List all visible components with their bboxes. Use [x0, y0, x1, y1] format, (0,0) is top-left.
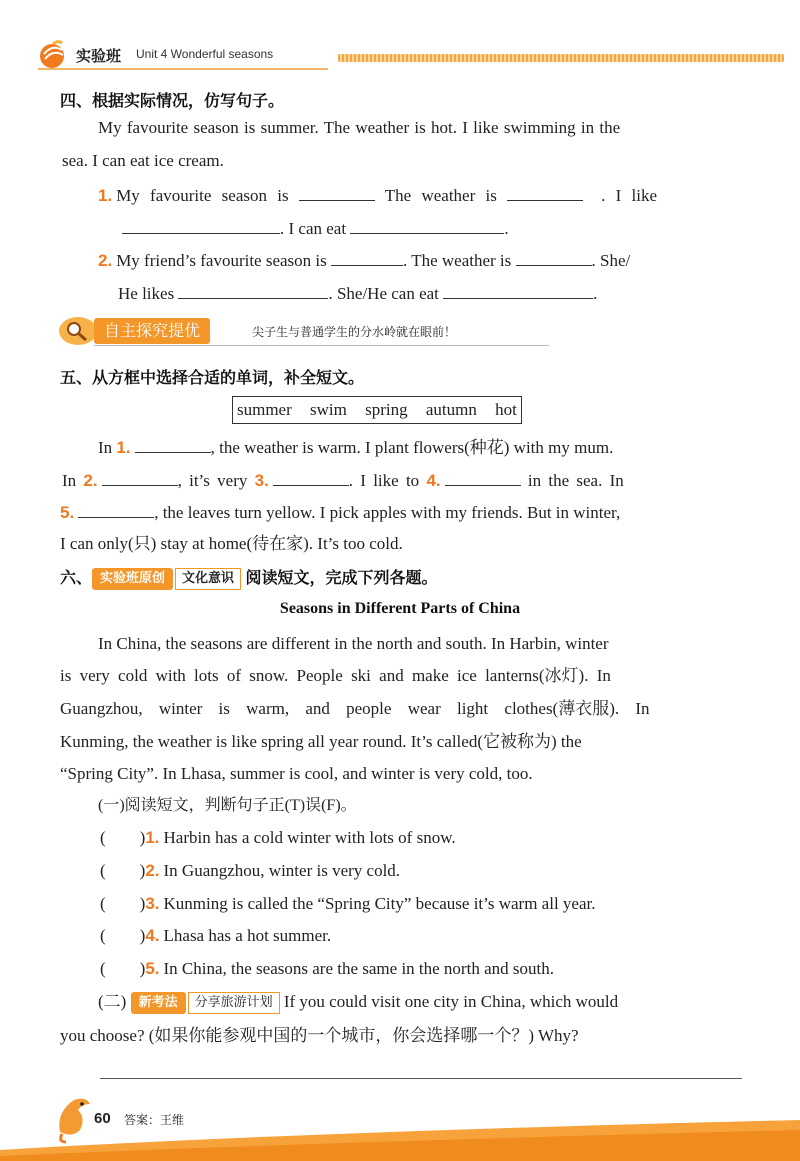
- item-number: 1.: [116, 438, 131, 457]
- answer-blank-5-1[interactable]: [135, 434, 211, 453]
- tf-text: Kunming is called the “Spring City” because it’s warm all year.: [163, 894, 596, 913]
- section4-example-line1: My favourite season is summer. The weather is hot. I like swimming in the: [98, 118, 621, 137]
- page-number: 60: [94, 1110, 111, 1127]
- section4-item2-line1: [98, 247, 630, 273]
- answer-tag: 答案：王维: [124, 1113, 185, 1127]
- section4-item2-line2: [118, 280, 597, 306]
- tf-item: [100, 826, 456, 850]
- item2-text-f: .: [593, 284, 598, 303]
- tf-bracket[interactable]: ( ): [100, 894, 146, 913]
- item-number: 3.: [145, 894, 160, 913]
- answer-blank-1c[interactable]: [122, 215, 280, 234]
- para-text: . I like to: [348, 471, 420, 490]
- tf-item: [100, 859, 400, 883]
- section5-para-line1: [98, 434, 613, 460]
- item1-text-e: .: [504, 219, 509, 238]
- item2-text-d: He likes: [118, 284, 175, 303]
- answer-blank-5-2[interactable]: [102, 467, 178, 486]
- item1-text-c: . I like: [601, 186, 658, 205]
- section6-title: 阅读短文，完成下列各题。: [245, 570, 438, 587]
- answer-blank-1a[interactable]: [299, 182, 375, 201]
- item2-text-c: . She/: [591, 251, 631, 270]
- article-line: Kunming, the weather is like spring all year round. It’s called(它被称为) the: [60, 732, 582, 751]
- brand-name: 实验班: [76, 48, 122, 65]
- item2-text-b: . The weather is: [403, 251, 512, 270]
- answer-blank-2b[interactable]: [516, 247, 592, 266]
- para-text: In: [98, 438, 113, 457]
- article-line: “Spring City”. In Lhasa, summer is cool, and winter is very cold, too.: [60, 764, 533, 783]
- banner-note: 尖子生与普通学生的分水岭就在眼前！: [252, 325, 457, 339]
- item-number: 5.: [60, 503, 75, 522]
- section6-heading: [60, 565, 438, 590]
- dolphin-mascot-icon: [52, 1094, 96, 1144]
- banner-label: 自主探究提优: [94, 318, 210, 344]
- header-underline: [38, 68, 328, 70]
- item-number: 1.: [98, 186, 113, 205]
- para-text: in the sea. In: [527, 471, 624, 490]
- section4-title: 四、根据实际情况，仿写句子。: [60, 93, 285, 110]
- part2-prefix: (二): [98, 992, 127, 1011]
- article-line: Guangzhou, winter is warm, and people wear light clothes(薄衣服). In: [60, 699, 650, 718]
- part2-question: If you could visit one city in China, which would: [283, 992, 619, 1011]
- section4-item1-line2: [122, 215, 509, 241]
- article-line: In China, the seasons are different in the north and south. In Harbin, winter: [98, 634, 609, 653]
- tf-bracket[interactable]: ( ): [100, 828, 146, 847]
- section5-para-line4: I can only(只) stay at home(待在家). It’s too cold.: [60, 534, 403, 553]
- article-title: Seasons in Different Parts of China: [279, 600, 521, 617]
- tf-bracket[interactable]: ( ): [100, 861, 146, 880]
- header-decor-bar: [338, 54, 784, 62]
- tf-text: In China, the seasons are the same in the north and south.: [163, 959, 554, 978]
- section4-example-line2: sea. I can eat ice cream.: [62, 151, 224, 170]
- advanced-banner: [58, 316, 498, 346]
- orange-logo-icon: [38, 40, 68, 70]
- answer-blank-2c[interactable]: [178, 280, 328, 299]
- answer-blank-2a[interactable]: [331, 247, 403, 266]
- tf-bracket[interactable]: ( ): [100, 926, 146, 945]
- item-number: 3.: [254, 471, 269, 490]
- article-line: is very cold with lots of snow. People ski and make ice lanterns(冰灯). In: [60, 666, 611, 685]
- part2-line1: [98, 990, 618, 1014]
- part2-line2: you choose? (如果你能参观中国的一个城市，你会选择哪一个？) Why?: [60, 1026, 579, 1045]
- answer-line[interactable]: [100, 1078, 742, 1079]
- section5-title: 五、从方框中选择合适的单词，补全短文。: [60, 370, 365, 387]
- answer-blank-5-4[interactable]: [445, 467, 521, 486]
- item-number: 4.: [426, 471, 441, 490]
- answer-blank-5-5[interactable]: [78, 499, 154, 518]
- tf-bracket[interactable]: ( ): [100, 959, 146, 978]
- magnifier-icon: [58, 316, 98, 346]
- item1-text-a: My favourite season is: [116, 186, 289, 205]
- answer-blank-1d[interactable]: [350, 215, 504, 234]
- item-number: 2.: [145, 861, 160, 880]
- part1-title: (一)阅读短文，判断句子正(T)误(F)。: [98, 797, 357, 814]
- banner-underline: [94, 345, 549, 346]
- word-box: summer swim spring autumn hot: [232, 396, 522, 424]
- item-number: 5.: [145, 959, 160, 978]
- item-number: 4.: [145, 926, 160, 945]
- para-text: , it’s very: [177, 471, 248, 490]
- section5-para-line2: [62, 467, 624, 493]
- original-tag: 实验班原创: [92, 568, 173, 590]
- answer-blank-5-3[interactable]: [273, 467, 349, 486]
- new-method-tag: 新考法: [131, 992, 186, 1014]
- para-text: In: [62, 471, 77, 490]
- para-text: , the leaves turn yellow. I pick apples with my friends. But in winter,: [154, 503, 621, 522]
- tf-text: Lhasa has a hot summer.: [163, 926, 332, 945]
- unit-title: Unit 4 Wonderful seasons: [136, 47, 274, 61]
- tf-item: [100, 924, 331, 948]
- tf-item: [100, 957, 554, 981]
- item2-text-a: My friend’s favourite season is: [116, 251, 327, 270]
- item-number: 2.: [98, 251, 113, 270]
- tf-text: Harbin has a cold winter with lots of snow.: [163, 828, 456, 847]
- answer-blank-2d[interactable]: [443, 280, 593, 299]
- section6-prefix: 六、: [60, 570, 93, 587]
- para-text: , the weather is warm. I plant flowers(种花) with my mum.: [210, 438, 614, 457]
- item2-text-e: . She/He can eat: [328, 284, 439, 303]
- travel-plan-tag: 分享旅游计划: [188, 992, 280, 1014]
- answer-blank-1b[interactable]: [507, 182, 583, 201]
- item1-text-b: The weather is: [384, 186, 497, 205]
- section5-para-line3: [60, 499, 620, 525]
- tf-item: [100, 892, 596, 916]
- page-header: [38, 40, 758, 74]
- section4-item1-line1: [98, 182, 657, 208]
- culture-tag: 文化意识: [175, 568, 241, 590]
- item-number: 2.: [83, 471, 98, 490]
- item-number: 1.: [145, 828, 160, 847]
- footer-swoosh: [0, 1120, 800, 1161]
- item1-text-d: . I can eat: [280, 219, 347, 238]
- tf-text: In Guangzhou, winter is very cold.: [163, 861, 401, 880]
